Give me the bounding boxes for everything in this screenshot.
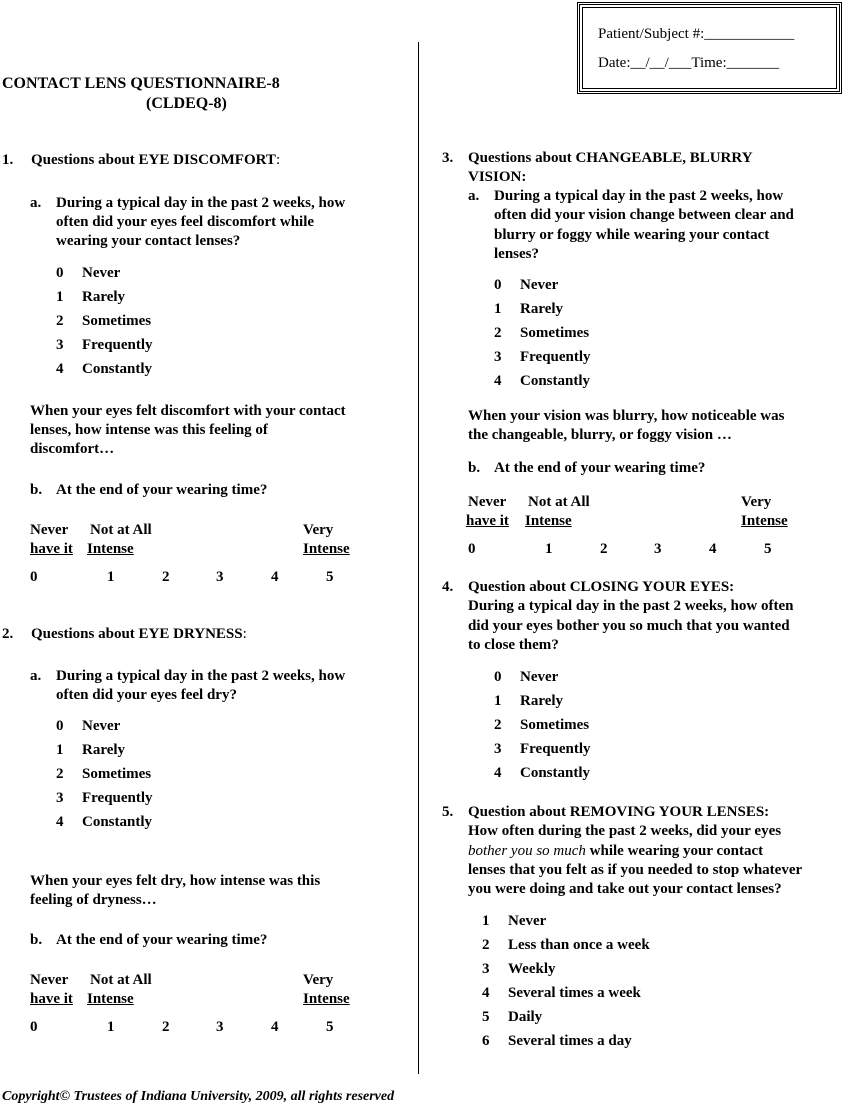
q1-scale-5[interactable]: 5 bbox=[326, 569, 334, 585]
date-time-field[interactable]: Date:__/__/___Time:_______ bbox=[598, 55, 780, 71]
patient-subject-field[interactable]: Patient/Subject #:____________ bbox=[598, 26, 795, 42]
q5-option-3[interactable]: 3 Weekly bbox=[482, 961, 556, 977]
q3-option-4[interactable]: 4 Constantly bbox=[494, 373, 591, 389]
q2-scale-4[interactable]: 4 bbox=[271, 1019, 279, 1035]
q1-scale-1[interactable]: 1 bbox=[107, 569, 115, 585]
q4-option-4[interactable]: 4 Constantly bbox=[494, 765, 591, 781]
patient-info-box bbox=[577, 2, 842, 94]
q4-option-1[interactable]: 1 Rarely bbox=[494, 693, 564, 709]
q1-option-3[interactable]: 3 Frequently bbox=[56, 337, 153, 353]
q2-scale-5[interactable]: 5 bbox=[326, 1019, 334, 1035]
q2-option-1[interactable]: 1 Rarely bbox=[56, 742, 126, 758]
q3-scale-2[interactable]: 2 bbox=[600, 541, 608, 557]
q1-scale-2[interactable]: 2 bbox=[162, 569, 170, 585]
q5-option-1[interactable]: 1 Never bbox=[482, 913, 547, 929]
q1-scale-4[interactable]: 4 bbox=[271, 569, 279, 585]
q4-topic: CLOSING YOUR EYES: bbox=[569, 579, 735, 595]
q1-option-2[interactable]: 2 Sometimes bbox=[56, 313, 152, 329]
q1-option-0[interactable]: 0 Never bbox=[56, 265, 121, 281]
q2-option-0[interactable]: 0 Never bbox=[56, 718, 121, 734]
q2-topic: EYE DRYNESS bbox=[138, 626, 243, 642]
column-divider bbox=[418, 42, 419, 1074]
q1-scale-0[interactable]: 0 bbox=[30, 569, 38, 585]
q3-scale-5[interactable]: 5 bbox=[764, 541, 772, 557]
q3-topic: CHANGEABLE, BLURRY bbox=[575, 150, 753, 166]
q3-option-3[interactable]: 3 Frequently bbox=[494, 349, 591, 365]
q1-option-4[interactable]: 4 Constantly bbox=[56, 361, 153, 377]
q4-option-2[interactable]: 2 Sometimes bbox=[494, 717, 590, 733]
q4-option-3[interactable]: 3 Frequently bbox=[494, 741, 591, 757]
q3-option-0[interactable]: 0 Never bbox=[494, 277, 559, 293]
q5-topic: REMOVING YOUR LENSES: bbox=[569, 804, 770, 820]
q2-option-3[interactable]: 3 Frequently bbox=[56, 790, 153, 806]
page-subtitle: (CLDEQ-8) bbox=[146, 95, 227, 112]
q3-scale-4[interactable]: 4 bbox=[709, 541, 717, 557]
q2-scale-3[interactable]: 3 bbox=[216, 1019, 224, 1035]
q5-option-6[interactable]: 6 Several times a day bbox=[482, 1033, 632, 1049]
page-title: CONTACT LENS QUESTIONNAIRE-8 bbox=[2, 75, 280, 92]
q5-option-5[interactable]: 5 Daily bbox=[482, 1009, 543, 1025]
q3-scale-3[interactable]: 3 bbox=[654, 541, 662, 557]
q2-scale-1[interactable]: 1 bbox=[107, 1019, 115, 1035]
copyright-footer: Copyright© Trustees of Indiana University, 2009, all rights reserved bbox=[2, 1089, 395, 1104]
q1-topic: EYE DISCOMFORT bbox=[138, 152, 276, 168]
q2-option-2[interactable]: 2 Sometimes bbox=[56, 766, 152, 782]
q3-scale-1[interactable]: 1 bbox=[545, 541, 553, 557]
q5-option-2[interactable]: 2 Less than once a week bbox=[482, 937, 650, 953]
q2-option-4[interactable]: 4 Constantly bbox=[56, 814, 153, 830]
q1-option-1[interactable]: 1 Rarely bbox=[56, 289, 126, 305]
q1-scale-3[interactable]: 3 bbox=[216, 569, 224, 585]
q2-scale-0[interactable]: 0 bbox=[30, 1019, 38, 1035]
q5-option-4[interactable]: 4 Several times a week bbox=[482, 985, 641, 1001]
q3-option-2[interactable]: 2 Sometimes bbox=[494, 325, 590, 341]
q4-option-0[interactable]: 0 Never bbox=[494, 669, 559, 685]
q3-scale-0[interactable]: 0 bbox=[468, 541, 476, 557]
q2-scale-2[interactable]: 2 bbox=[162, 1019, 170, 1035]
q3-option-1[interactable]: 1 Rarely bbox=[494, 301, 564, 317]
